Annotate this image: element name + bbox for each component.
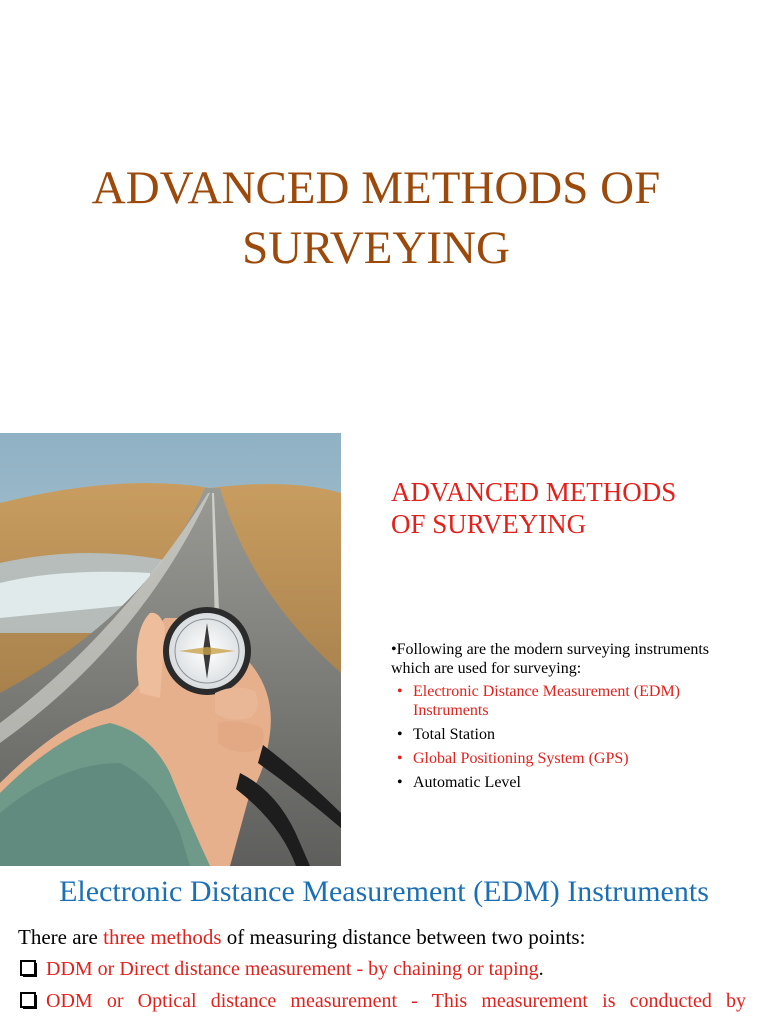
methods-intro-highlight: three methods <box>103 925 222 949</box>
bullet-icon: • <box>397 683 403 700</box>
list-item <box>397 773 710 792</box>
compass-road-photo <box>0 433 341 866</box>
bullet-icon: • <box>397 774 403 791</box>
cover-title <box>0 158 752 278</box>
methods-intro-start: There are <box>18 925 104 949</box>
slide-title-line-1: ADVANCED METHODS <box>391 477 677 507</box>
intro-text: •Following are the modern surveying instruments which are used for surveying: <box>391 641 709 677</box>
list-item-label: Electronic Distance Measurement (EDM) Instruments <box>413 683 681 719</box>
bullet-icon: • <box>397 726 403 743</box>
method-item <box>18 956 746 982</box>
list-item <box>397 682 710 720</box>
list-item <box>397 725 710 744</box>
list-item-label: Global Positioning System (GPS) <box>413 750 629 767</box>
methods-intro <box>18 924 758 950</box>
slide-title <box>391 476 731 540</box>
cover-title-line-2: SURVEYING <box>242 222 510 274</box>
methods-intro-end: of measuring distance between two points: <box>221 925 586 949</box>
method-text: ODM or Optical distance measurement - This measurement is conducted by <box>46 990 746 1012</box>
method-period: . <box>538 958 544 980</box>
list-item <box>397 749 710 768</box>
list-item-label: Total Station <box>413 726 495 743</box>
instrument-list <box>397 682 710 797</box>
checkbox-icon <box>20 992 36 1008</box>
method-text: DDM or Direct distance measurement - by chaining or taping <box>46 958 539 980</box>
cover-title-line-1: ADVANCED METHODS OF <box>91 162 661 214</box>
slide-title-line-2: OF SURVEYING <box>391 509 587 539</box>
checkbox-icon <box>20 960 36 976</box>
bullet-icon: • <box>397 750 403 767</box>
edm-heading: Electronic Distance Measurement (EDM) Instruments <box>59 875 709 908</box>
method-item <box>18 988 746 1014</box>
list-item-label: Automatic Level <box>413 774 521 791</box>
